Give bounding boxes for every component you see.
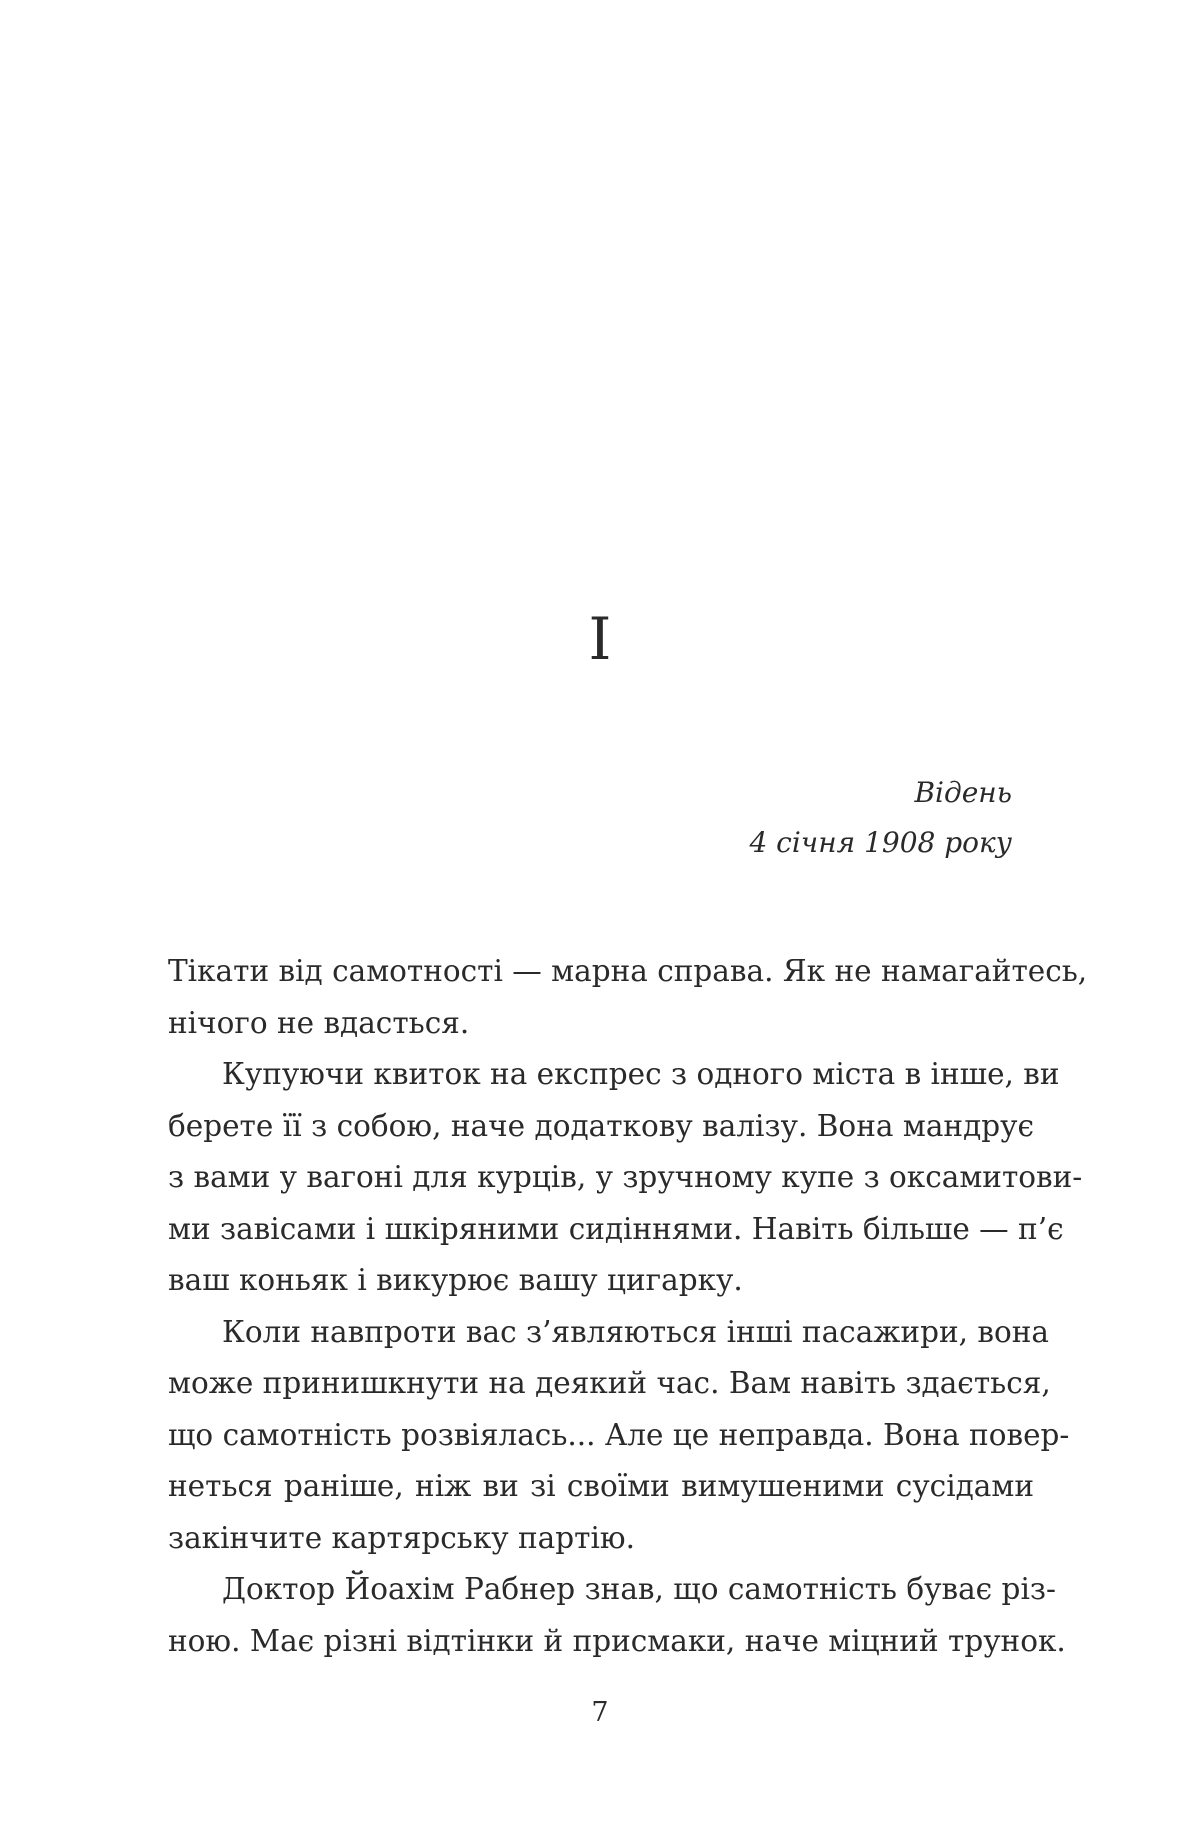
text-line: ною. Має різні відтінки й присмаки, наче міцний трунок. <box>168 1623 1066 1658</box>
text-line: Доктор Йоахім Рабнер знав, що самотність буває різ- <box>222 1572 1056 1606</box>
text-line: Тікати від самотності — марна справа. Як не намагайтесь, <box>168 954 1088 988</box>
body-text <box>168 946 1088 1667</box>
text-line: може принишкнути на деякий час. Вам навіть здається, <box>168 1366 1051 1400</box>
text-line: ми завісами і шкіряними сидіннями. Навіть більше — п’є <box>168 1211 1064 1246</box>
text-line: з вами у вагоні для курців, у зручному купе з оксамитови- <box>168 1160 1083 1194</box>
epigraph-date: 4 січня 1908 року <box>749 826 1012 859</box>
text-line: закінчите картярську партію. <box>168 1520 635 1555</box>
text-line: нічого не вдасться. <box>168 1005 470 1040</box>
text-line: неться раніше, ніж ви зі своїми вимушеними сусідами <box>168 1469 1034 1503</box>
epigraph <box>749 768 1012 868</box>
text-line: ваш коньяк і викурює вашу цигарку. <box>168 1263 743 1297</box>
text-line: Коли навпроти вас з’являються інші пасажири, вона <box>222 1314 1050 1349</box>
text-line: берете її з собою, наче додаткову валізу. Вона мандрує <box>168 1108 1034 1143</box>
text-line: Купуючи квиток на експрес з одного міста в інше, ви <box>222 1057 1060 1091</box>
chapter-number: I <box>588 605 612 673</box>
page-number: 7 <box>591 1697 609 1728</box>
epigraph-place: Відень <box>914 776 1012 809</box>
text-line: що самотність розвіялась... Але це неправда. Вона повер- <box>168 1417 1070 1452</box>
